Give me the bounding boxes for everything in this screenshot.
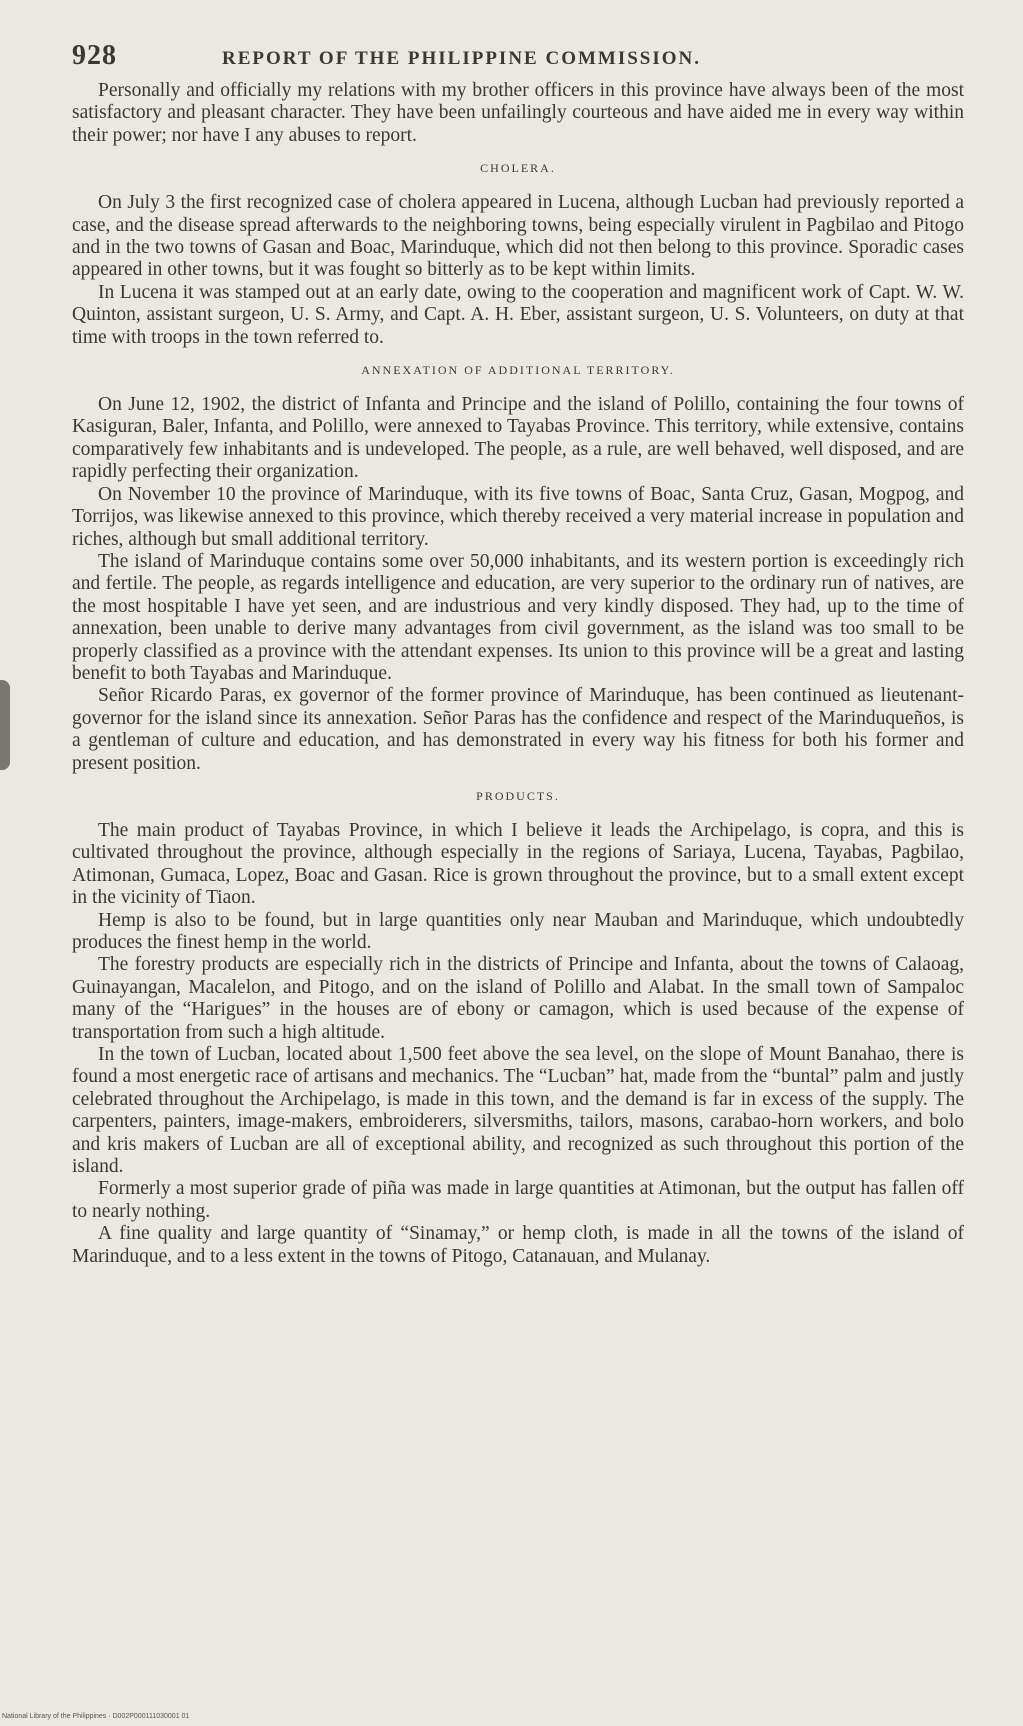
paragraph: Señor Ricardo Paras, ex governor of the former province of Marinduque, has been continued as lieutenant-governor for the island since its annexation. Señor Paras has the confidence and respect of the Marinduqueños, is a gentleman of culture and education, and has demonstrated in every way his fitness for both his former and present position. <box>72 685 964 774</box>
paragraph: Formerly a most superior grade of piña was made in large quantities at Atimonan, but the output has fallen off to nearly nothing. <box>72 1178 964 1222</box>
paragraph: The island of Marinduque contains some over 50,000 inhabitants, and its western portion is exceedingly rich and fertile. The people, as regards intelligence and education, are very superior to the ordinary run of natives, are the most hospitable I have yet seen, and are industrious and very kindly disposed. They had, up to the time of annexation, been unable to derive many advantages from civil government, as the island was too small to be properly classified as a province with the attendant expenses. Its union to this province will be a great and lasting benefit to both Tayabas and Marinduque. <box>72 550 964 684</box>
paragraph: Hemp is also to be found, but in large quantities only near Mauban and Marinduque, which undoubtedly produces the finest hemp in the world. <box>72 909 964 953</box>
binding-shadow <box>0 680 10 770</box>
section-heading: CHOLERA. <box>480 161 556 176</box>
page-number: 928 <box>72 40 117 71</box>
paragraph: A fine quality and large quantity of “Sinamay,” or hemp cloth, is made in all the towns of the island of Marinduque, and to a less extent in the towns of Pitogo, Catanauan, and Mulanay. <box>72 1223 964 1267</box>
scan-credit: National Library of the Philippines · D002P000111030001 01 <box>2 1713 190 1720</box>
paragraph: On November 10 the province of Marinduque, with its five towns of Boac, Santa Cruz, Gasan, Mogpog, and Torrijos, was likewise annexed to this province, which thereby received a very material increase in population and riches, although but small additional territory. <box>72 483 964 550</box>
section-heading: PRODUCTS. <box>476 788 560 803</box>
running-head <box>72 40 964 80</box>
section-annexation <box>72 363 964 775</box>
intro-paragraph: Personally and officially my relations with my brother officers in this province have always been of the most satisfactory and pleasant character. They have been unfailingly courteous and have aided me in every way within their power; nor have I any abuses to report. <box>72 80 964 146</box>
paragraph: In the town of Lucban, located about 1,500 feet above the sea level, on the slope of Mount Banahao, there is found a most energetic race of artisans and mechanics. The “Lucban” hat, made from the “buntal” palm and justly celebrated throughout the Archipelago, is made in this town, and the demand is far in excess of the supply. The carpenters, painters, image-makers, embroiderers, silversmiths, tailors, masons, carabao-horn workers, and bolo and kris makers of Lucban are all of exceptional ability, and recognized as such throughout this portion of the island. <box>72 1044 964 1178</box>
paragraph: In Lucena it was stamped out at an early date, owing to the cooperation and magnificent work of Capt. W. W. Quinton, assistant surgeon, U. S. Army, and Capt. A. H. Eber, assistant surgeon, U. S. Volunteers, on duty at that time with troops in the town referred to. <box>72 281 964 348</box>
paragraph: The main product of Tayabas Province, in which I believe it leads the Archipelago, is copra, and this is cultivated throughout the province, although especially in the regions of Sariaya, Lucena, Tayabas, Pagbilao, Atimonan, Gumaca, Lopez, Boac and Gasan. Rice is grown throughout the province, but to a small extent except in the vicinity of Tiaon. <box>72 819 964 909</box>
paragraph: On June 12, 1902, the district of Infanta and Principe and the island of Polillo, containing the four towns of Kasiguran, Baler, Infanta, and Polillo, were annexed to Tayabas Province. This territory, while extensive, contains comparatively few inhabitants and is undeveloped. The people, as a rule, are well behaved, well disposed, and are rapidly perfecting their organization. <box>72 394 964 483</box>
paragraph: On July 3 the first recognized case of cholera appeared in Lucena, although Lucban had previously reported a case, and the disease spread afterwards to the neighboring towns, being especially virulent in Pagbilao and Pitogo and in the two towns of Gasan and Boac, Marinduque, which did not then belong to this province. Sporadic cases appeared in other towns, but it was fought so bitterly as to be kept within limits. <box>72 192 964 281</box>
paragraph: The forestry products are especially rich in the districts of Principe and Infanta, about the towns of Calaoag, Guinayangan, Macalelon, and Pitogo, and on the island of Polillo and Alabat. In the small town of Sampaloc many of the “Harigues” in the houses are of ebony or camagon, which is used because of the expense of transportation from such a high altitude. <box>72 954 964 1043</box>
section-products <box>72 789 964 1268</box>
page-body <box>72 40 964 1268</box>
running-title: REPORT OF THE PHILIPPINE COMMISSION. <box>222 48 702 69</box>
section-cholera <box>72 161 964 349</box>
section-heading: ANNEXATION OF ADDITIONAL TERRITORY. <box>361 363 675 378</box>
